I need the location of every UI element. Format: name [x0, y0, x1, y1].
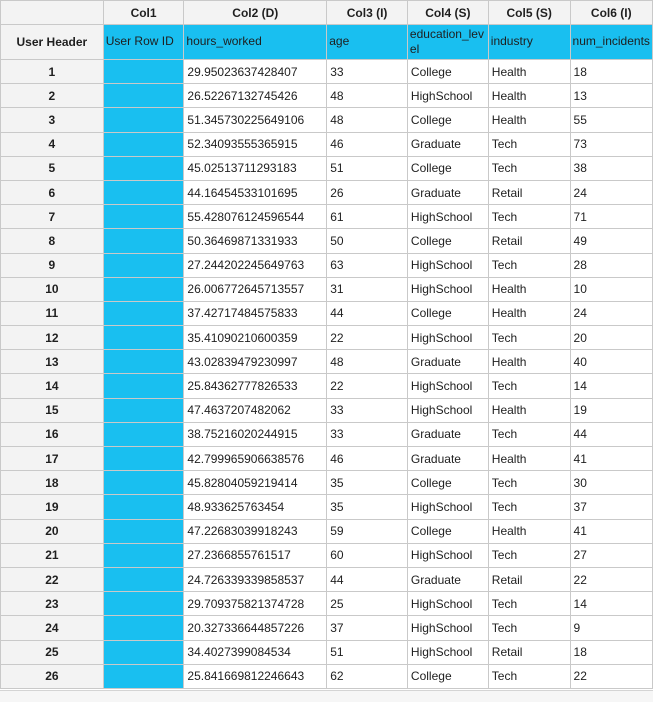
- row-id-cell[interactable]: [103, 422, 184, 446]
- table-cell-age[interactable]: 51: [327, 156, 408, 180]
- table-cell-inc[interactable]: 9: [570, 616, 652, 640]
- user-header-label[interactable]: User Header: [1, 25, 104, 60]
- table-cell-inc[interactable]: 14: [570, 374, 652, 398]
- table-cell-ind[interactable]: Tech: [488, 422, 570, 446]
- table-cell-hours[interactable]: 20.327336644857226: [184, 616, 327, 640]
- row-number[interactable]: 23: [1, 592, 104, 616]
- row-number[interactable]: 14: [1, 374, 104, 398]
- table-cell-ind[interactable]: Tech: [488, 543, 570, 567]
- column-header[interactable]: Col1: [103, 1, 184, 25]
- row-number[interactable]: 6: [1, 180, 104, 204]
- table-cell-age[interactable]: 25: [327, 592, 408, 616]
- table-cell-inc[interactable]: 20: [570, 326, 652, 350]
- table-cell-age[interactable]: 35: [327, 495, 408, 519]
- table-cell-age[interactable]: 35: [327, 471, 408, 495]
- table-row: [1, 108, 653, 132]
- table-row: [1, 350, 653, 374]
- table-cell-hours[interactable]: 44.16454533101695: [184, 180, 327, 204]
- row-number[interactable]: 10: [1, 277, 104, 301]
- table-cell-inc[interactable]: 44: [570, 422, 652, 446]
- user-header-cell[interactable]: hours_worked: [184, 25, 327, 60]
- table-cell-ind[interactable]: Tech: [488, 471, 570, 495]
- table-cell-hours[interactable]: 45.02513711293183: [184, 156, 327, 180]
- table-row: [1, 326, 653, 350]
- table-cell-hours[interactable]: 52.34093555365915: [184, 132, 327, 156]
- user-header-cell[interactable]: age: [327, 25, 408, 60]
- table-cell-age[interactable]: 44: [327, 301, 408, 325]
- table-cell-age[interactable]: 37: [327, 616, 408, 640]
- table-cell-edu[interactable]: HighSchool: [407, 616, 488, 640]
- table-row: [1, 205, 653, 229]
- row-id-cell[interactable]: [103, 471, 184, 495]
- table-cell-age[interactable]: 33: [327, 422, 408, 446]
- table-cell-inc[interactable]: 13: [570, 84, 652, 108]
- table-cell-inc[interactable]: 38: [570, 156, 652, 180]
- row-number[interactable]: 21: [1, 543, 104, 567]
- table-row: [1, 616, 653, 640]
- row-number[interactable]: 26: [1, 664, 104, 688]
- row-number[interactable]: 7: [1, 205, 104, 229]
- table-cell-edu[interactable]: Graduate: [407, 447, 488, 471]
- table-cell-ind[interactable]: Tech: [488, 253, 570, 277]
- table-cell-age[interactable]: 33: [327, 60, 408, 84]
- table-cell-edu[interactable]: HighSchool: [407, 277, 488, 301]
- table-cell-edu[interactable]: College: [407, 156, 488, 180]
- table-cell-ind[interactable]: Tech: [488, 326, 570, 350]
- table-cell-ind[interactable]: Health: [488, 447, 570, 471]
- table-row: [1, 229, 653, 253]
- column-header[interactable]: Col5 (S): [488, 1, 570, 25]
- row-id-cell[interactable]: [103, 253, 184, 277]
- row-id-cell[interactable]: [103, 616, 184, 640]
- row-id-cell[interactable]: [103, 180, 184, 204]
- table-cell-inc[interactable]: 10: [570, 277, 652, 301]
- table-cell-hours[interactable]: 37.42717484575833: [184, 301, 327, 325]
- table-cell-hours[interactable]: 38.75216020244915: [184, 422, 327, 446]
- row-number[interactable]: 9: [1, 253, 104, 277]
- table-row: [1, 592, 653, 616]
- table-row: [1, 156, 653, 180]
- table-cell-hours[interactable]: 29.709375821374728: [184, 592, 327, 616]
- table-row: [1, 495, 653, 519]
- row-number[interactable]: 13: [1, 350, 104, 374]
- row-id-cell[interactable]: [103, 519, 184, 543]
- corner-cell[interactable]: [1, 1, 104, 25]
- row-number[interactable]: 5: [1, 156, 104, 180]
- row-id-cell[interactable]: [103, 326, 184, 350]
- table-cell-hours[interactable]: 26.006772645713557: [184, 277, 327, 301]
- row-id-cell[interactable]: [103, 132, 184, 156]
- table-cell-age[interactable]: 61: [327, 205, 408, 229]
- table-cell-edu[interactable]: College: [407, 108, 488, 132]
- table-cell-ind[interactable]: Health: [488, 277, 570, 301]
- table-cell-edu[interactable]: Graduate: [407, 567, 488, 591]
- table-cell-ind[interactable]: Retail: [488, 180, 570, 204]
- table-cell-edu[interactable]: College: [407, 519, 488, 543]
- row-number[interactable]: 3: [1, 108, 104, 132]
- table-cell-edu[interactable]: College: [407, 301, 488, 325]
- user-header-cell[interactable]: User Row ID: [103, 25, 184, 60]
- table-cell-hours[interactable]: 34.4027399084534: [184, 640, 327, 664]
- table-row: [1, 253, 653, 277]
- row-id-cell[interactable]: [103, 543, 184, 567]
- table-cell-age[interactable]: 22: [327, 326, 408, 350]
- table-cell-ind[interactable]: Tech: [488, 132, 570, 156]
- table-cell-hours[interactable]: 35.41090210600359: [184, 326, 327, 350]
- table-cell-age[interactable]: 50: [327, 229, 408, 253]
- table-cell-hours[interactable]: 47.4637207482062: [184, 398, 327, 422]
- table-cell-inc[interactable]: 28: [570, 253, 652, 277]
- table-cell-edu[interactable]: Graduate: [407, 132, 488, 156]
- table-cell-ind[interactable]: Health: [488, 84, 570, 108]
- table-cell-age[interactable]: 31: [327, 277, 408, 301]
- column-header[interactable]: Col4 (S): [407, 1, 488, 25]
- row-id-cell[interactable]: [103, 84, 184, 108]
- table-cell-age[interactable]: 48: [327, 350, 408, 374]
- table-cell-inc[interactable]: 18: [570, 640, 652, 664]
- table-cell-edu[interactable]: College: [407, 664, 488, 688]
- table-cell-ind[interactable]: Tech: [488, 156, 570, 180]
- row-number[interactable]: 20: [1, 519, 104, 543]
- row-number[interactable]: 12: [1, 326, 104, 350]
- table-cell-age[interactable]: 59: [327, 519, 408, 543]
- row-number[interactable]: 24: [1, 616, 104, 640]
- row-id-cell[interactable]: [103, 640, 184, 664]
- row-id-cell[interactable]: [103, 301, 184, 325]
- table-cell-hours[interactable]: 51.345730225649106: [184, 108, 327, 132]
- table-cell-hours[interactable]: 42.799965906638576: [184, 447, 327, 471]
- table-cell-edu[interactable]: Graduate: [407, 422, 488, 446]
- table-row: [1, 301, 653, 325]
- row-number[interactable]: 4: [1, 132, 104, 156]
- table-row: [1, 447, 653, 471]
- table-cell-inc[interactable]: 30: [570, 471, 652, 495]
- table-cell-inc[interactable]: 73: [570, 132, 652, 156]
- row-number[interactable]: 19: [1, 495, 104, 519]
- table-cell-inc[interactable]: 55: [570, 108, 652, 132]
- table-cell-inc[interactable]: 41: [570, 447, 652, 471]
- table-cell-hours[interactable]: 45.82804059219414: [184, 471, 327, 495]
- table-cell-inc[interactable]: 19: [570, 398, 652, 422]
- table-cell-hours[interactable]: 29.95023637428407: [184, 60, 327, 84]
- table-cell-edu[interactable]: HighSchool: [407, 640, 488, 664]
- table-cell-edu[interactable]: Graduate: [407, 350, 488, 374]
- row-id-cell[interactable]: [103, 495, 184, 519]
- table-row: [1, 84, 653, 108]
- table-cell-hours[interactable]: 48.933625763454: [184, 495, 327, 519]
- row-id-cell[interactable]: [103, 567, 184, 591]
- table-cell-hours[interactable]: 26.52267132745426: [184, 84, 327, 108]
- row-id-cell[interactable]: [103, 447, 184, 471]
- table-row: [1, 374, 653, 398]
- user-header-cell[interactable]: education_level: [407, 25, 488, 60]
- table-cell-hours[interactable]: 25.841669812246643: [184, 664, 327, 688]
- table-cell-age[interactable]: 44: [327, 567, 408, 591]
- grid-bottom-edge: [0, 690, 653, 702]
- table-cell-ind[interactable]: Health: [488, 108, 570, 132]
- table-cell-inc[interactable]: 22: [570, 664, 652, 688]
- table-cell-ind[interactable]: Tech: [488, 592, 570, 616]
- table-cell-age[interactable]: 46: [327, 447, 408, 471]
- table-cell-inc[interactable]: 14: [570, 592, 652, 616]
- table-cell-age[interactable]: 48: [327, 108, 408, 132]
- table-row: [1, 422, 653, 446]
- table-cell-age[interactable]: 46: [327, 132, 408, 156]
- row-id-cell[interactable]: [103, 108, 184, 132]
- table-cell-ind[interactable]: Health: [488, 301, 570, 325]
- table-row: [1, 60, 653, 84]
- table-cell-ind[interactable]: Health: [488, 350, 570, 374]
- table-cell-hours[interactable]: 25.84362777826533: [184, 374, 327, 398]
- table-cell-edu[interactable]: HighSchool: [407, 84, 488, 108]
- table-cell-age[interactable]: 26: [327, 180, 408, 204]
- row-number[interactable]: 25: [1, 640, 104, 664]
- row-id-cell[interactable]: [103, 156, 184, 180]
- table-cell-age[interactable]: 22: [327, 374, 408, 398]
- table-cell-hours[interactable]: 24.726339339858537: [184, 567, 327, 591]
- table-cell-edu[interactable]: HighSchool: [407, 205, 488, 229]
- row-number[interactable]: 22: [1, 567, 104, 591]
- table-cell-edu[interactable]: HighSchool: [407, 495, 488, 519]
- table-cell-edu[interactable]: College: [407, 471, 488, 495]
- table-cell-inc[interactable]: 40: [570, 350, 652, 374]
- table-cell-age[interactable]: 48: [327, 84, 408, 108]
- table-cell-age[interactable]: 33: [327, 398, 408, 422]
- table-cell-ind[interactable]: Tech: [488, 616, 570, 640]
- table-cell-inc[interactable]: 22: [570, 567, 652, 591]
- table-row: [1, 664, 653, 688]
- row-number[interactable]: 18: [1, 471, 104, 495]
- table-cell-ind[interactable]: Retail: [488, 640, 570, 664]
- table-row: [1, 567, 653, 591]
- table-row: [1, 640, 653, 664]
- table-cell-ind[interactable]: Tech: [488, 374, 570, 398]
- row-number[interactable]: 11: [1, 301, 104, 325]
- row-id-cell[interactable]: [103, 60, 184, 84]
- table-cell-inc[interactable]: 24: [570, 180, 652, 204]
- table-cell-hours[interactable]: 55.428076124596544: [184, 205, 327, 229]
- table-cell-hours[interactable]: 43.02839479230997: [184, 350, 327, 374]
- column-header-row: [1, 1, 653, 25]
- table-row: [1, 471, 653, 495]
- row-id-cell[interactable]: [103, 277, 184, 301]
- row-id-cell[interactable]: [103, 664, 184, 688]
- table-cell-hours[interactable]: 27.2366855761517: [184, 543, 327, 567]
- table-cell-edu[interactable]: College: [407, 229, 488, 253]
- table-cell-inc[interactable]: 41: [570, 519, 652, 543]
- table-row: [1, 398, 653, 422]
- row-number[interactable]: 15: [1, 398, 104, 422]
- table-row: [1, 132, 653, 156]
- table-row: [1, 543, 653, 567]
- table-cell-age[interactable]: 63: [327, 253, 408, 277]
- row-number[interactable]: 2: [1, 84, 104, 108]
- row-number[interactable]: 8: [1, 229, 104, 253]
- table-cell-inc[interactable]: 24: [570, 301, 652, 325]
- table-cell-edu[interactable]: HighSchool: [407, 374, 488, 398]
- row-number[interactable]: 1: [1, 60, 104, 84]
- table-cell-age[interactable]: 62: [327, 664, 408, 688]
- row-id-cell[interactable]: [103, 592, 184, 616]
- user-header-cell[interactable]: num_incidents: [570, 25, 652, 60]
- table-cell-age[interactable]: 60: [327, 543, 408, 567]
- table-cell-edu[interactable]: HighSchool: [407, 592, 488, 616]
- user-header-cell[interactable]: industry: [488, 25, 570, 60]
- table-cell-inc[interactable]: 49: [570, 229, 652, 253]
- table-row: [1, 180, 653, 204]
- table-cell-ind[interactable]: Retail: [488, 229, 570, 253]
- table-cell-age[interactable]: 51: [327, 640, 408, 664]
- table-cell-inc[interactable]: 71: [570, 205, 652, 229]
- column-header[interactable]: Col3 (I): [327, 1, 408, 25]
- table-cell-inc[interactable]: 27: [570, 543, 652, 567]
- table-cell-ind[interactable]: Health: [488, 519, 570, 543]
- table-row: [1, 277, 653, 301]
- column-header[interactable]: Col2 (D): [184, 1, 327, 25]
- table-cell-hours[interactable]: 47.22683039918243: [184, 519, 327, 543]
- row-id-cell[interactable]: [103, 398, 184, 422]
- table-cell-ind[interactable]: Retail: [488, 567, 570, 591]
- table-cell-ind[interactable]: Health: [488, 398, 570, 422]
- table-cell-ind[interactable]: Tech: [488, 495, 570, 519]
- user-header-row: [1, 25, 653, 60]
- row-id-cell[interactable]: [103, 205, 184, 229]
- table-cell-inc[interactable]: 18: [570, 60, 652, 84]
- table-cell-edu[interactable]: Graduate: [407, 180, 488, 204]
- column-header[interactable]: Col6 (I): [570, 1, 652, 25]
- table-cell-edu[interactable]: HighSchool: [407, 326, 488, 350]
- table-row: [1, 519, 653, 543]
- row-number[interactable]: 16: [1, 422, 104, 446]
- row-id-cell[interactable]: [103, 350, 184, 374]
- table-cell-edu[interactable]: HighSchool: [407, 398, 488, 422]
- table-cell-inc[interactable]: 37: [570, 495, 652, 519]
- row-id-cell[interactable]: [103, 229, 184, 253]
- table-cell-edu[interactable]: HighSchool: [407, 543, 488, 567]
- table-cell-ind[interactable]: Health: [488, 60, 570, 84]
- table-cell-edu[interactable]: College: [407, 60, 488, 84]
- table-cell-hours[interactable]: 27.244202245649763: [184, 253, 327, 277]
- table-cell-edu[interactable]: HighSchool: [407, 253, 488, 277]
- table-cell-ind[interactable]: Tech: [488, 664, 570, 688]
- table-cell-ind[interactable]: Tech: [488, 205, 570, 229]
- row-number[interactable]: 17: [1, 447, 104, 471]
- table-cell-hours[interactable]: 50.36469871331933: [184, 229, 327, 253]
- row-id-cell[interactable]: [103, 374, 184, 398]
